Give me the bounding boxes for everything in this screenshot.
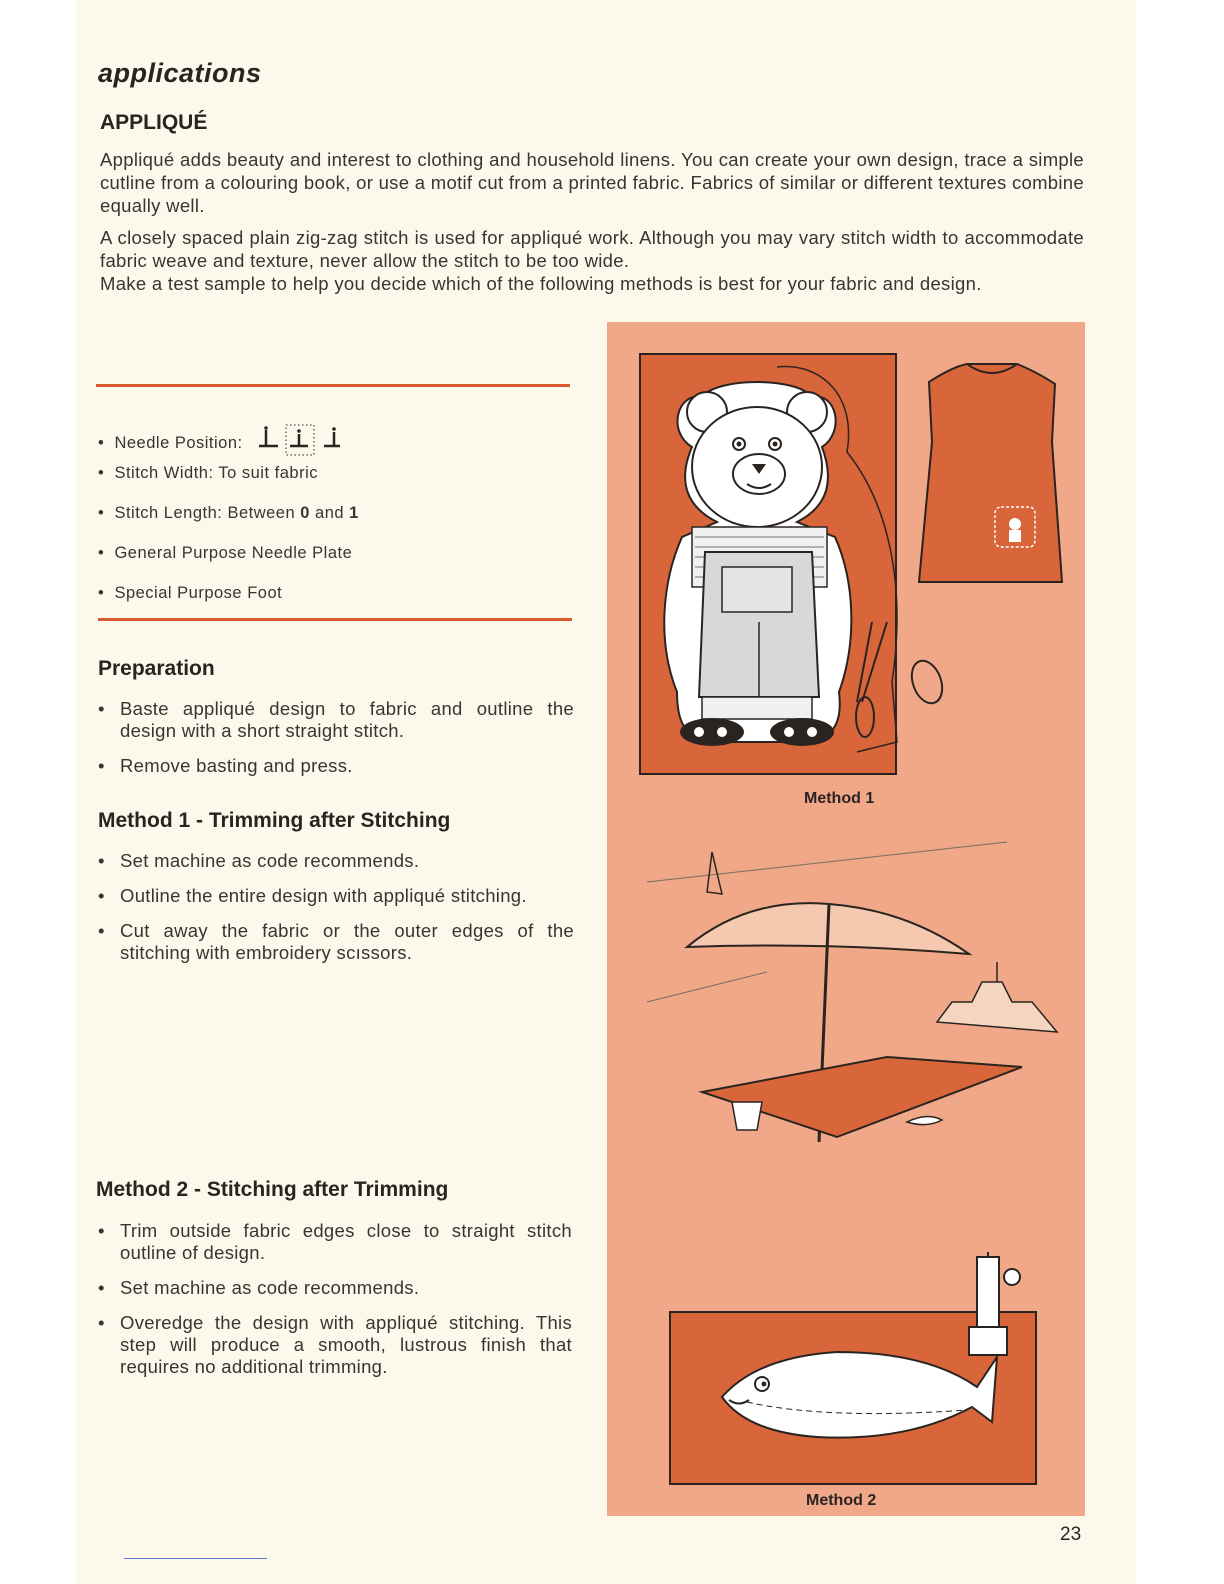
stitch-length-min: 0 <box>300 504 310 522</box>
caption-method1: Method 1 <box>804 790 875 807</box>
illustration-panel <box>607 322 1085 1516</box>
spec-stitch-width: • Stitch Width: To suit fabric <box>98 464 318 482</box>
method1-list <box>98 850 574 977</box>
footer-line <box>124 1558 267 1559</box>
spec-needle-plate: • General Purpose Needle Plate <box>98 544 353 562</box>
needle-plate-label: General Purpose Needle Plate <box>114 544 353 562</box>
section-title: applications <box>98 58 262 88</box>
intro-paragraph-1: Appliqué adds beauty and interest to clothing and household linens. You can create your own design, trace a simple cutline from a colouring book, or use a motif cut from a printed fabric. Fabrics of similar or different textures combine equally well. <box>100 149 1084 216</box>
illustration-drawings <box>607 322 1085 1516</box>
method2-fish-illustration <box>670 1252 1036 1484</box>
stitch-length-label: Stitch Length: <box>114 504 223 522</box>
method1-illustration <box>640 354 1062 774</box>
needle-position-icon <box>256 424 352 458</box>
list-item: • Cut away the fabric or the outer edges of the stitching with embroidery scıssors. <box>98 920 574 964</box>
list-item: • Outline the entire design with appliqué stitching. <box>98 885 574 907</box>
spec-foot: • Special Purpose Foot <box>98 584 283 602</box>
spec-needle-position: • Needle Position: <box>98 424 352 458</box>
spec-stitch-length: • Stitch Length: Between 0 and 1 <box>98 504 359 522</box>
foot-label: Special Purpose Foot <box>114 584 283 602</box>
stitch-width-label: Stitch Width: <box>114 464 214 482</box>
intro-paragraph-2: A closely spaced plain zig-zag stitch is used for appliqué work. Although you may vary stitch width to accommodate fabric weave and texture, never allow the stitch to be too wide. <box>100 227 1084 271</box>
list-item: • Set machine as code recommends. <box>98 1277 572 1299</box>
method2-list <box>98 1220 572 1391</box>
list-item: • Set machine as code recommends. <box>98 850 574 872</box>
needle-position-label: Needle Position: <box>114 434 243 452</box>
stitch-width-value: To suit fabric <box>218 464 318 482</box>
settings-top-rule <box>96 384 570 387</box>
method1-title: Method 1 - Trimming after Stitching <box>98 809 451 832</box>
stitch-length-max: 1 <box>349 504 359 522</box>
list-item: • Overedge the design with appliqué stitching. This step will produce a smooth, lustrous finish that requires no additional trimming. <box>98 1312 572 1378</box>
settings-bottom-rule <box>98 618 572 621</box>
list-item: • Trim outside fabric edges close to straight stitch outline of design. <box>98 1220 572 1264</box>
stitch-length-and: and <box>315 504 345 522</box>
preparation-list <box>98 698 574 790</box>
stitch-length-between: Between <box>227 504 296 522</box>
list-item: • Baste appliqué design to fabric and outline the design with a short straight stitch. <box>98 698 574 742</box>
list-item: • Remove basting and press. <box>98 755 574 777</box>
page-number: 23 <box>1060 1524 1082 1545</box>
method2-beach-illustration <box>647 842 1057 1142</box>
caption-method2: Method 2 <box>806 1492 877 1509</box>
method2-title: Method 2 - Stitching after Trimming <box>96 1178 449 1201</box>
intro-paragraph-3: Make a test sample to help you decide which of the following methods is best for your fabric and design. <box>100 273 982 294</box>
page-heading: APPLIQUÉ <box>100 111 208 134</box>
preparation-title: Preparation <box>98 657 215 680</box>
